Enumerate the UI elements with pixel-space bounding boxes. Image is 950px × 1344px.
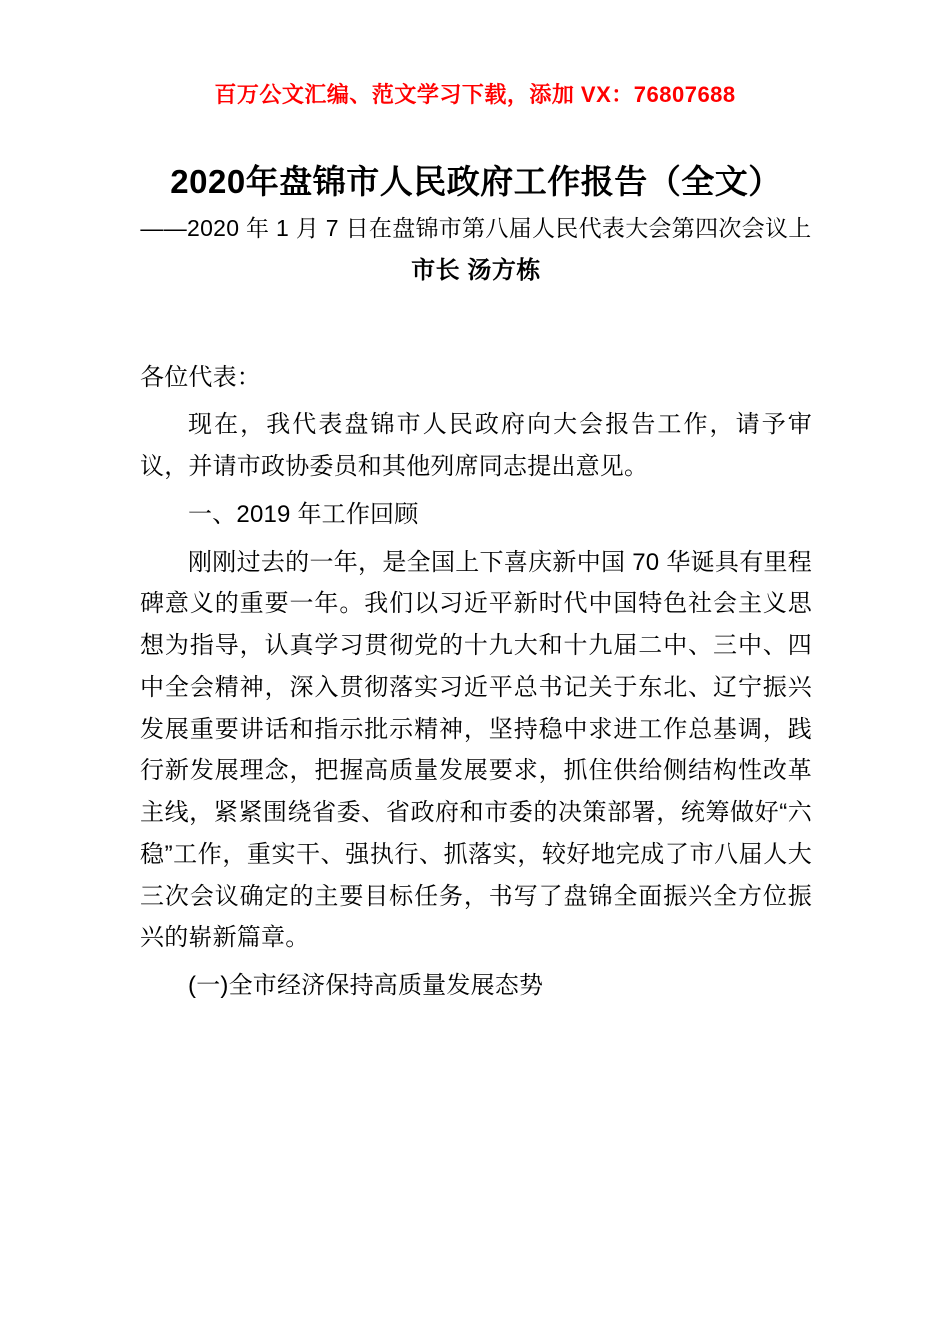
document-body: [140, 357, 812, 1007]
paragraph-salutation: 各位代表：: [140, 363, 261, 391]
document-title: 2020年盘锦市人民政府工作报告（全文）: [170, 163, 782, 200]
paragraph-section-heading-1: 一、2019 年工作回顾: [188, 500, 419, 528]
document-speaker: 市长 汤方栋: [411, 257, 541, 285]
paragraph-subsection-1: (一)全市经济保持高质量发展态势: [188, 972, 544, 1000]
document-subtitle: ——2020 年 1 月 7 日在盘锦市第八届人民代表大会第四次会议上: [140, 214, 812, 241]
document-content: [140, 160, 812, 1013]
promo-banner: 百万公文汇编、范文学习下载，添加 VX：76807688: [214, 82, 736, 107]
paragraph-opening: 现在，我代表盘锦市人民政府向大会报告工作，请予审议，并请市政协委员和其他列席同志提出意见。: [140, 411, 812, 481]
paragraph-review-body: 刚刚过去的一年，是全国上下喜庆新中国 70 华诞具有里程碑意义的重要一年。我们以习近平新时代中国特色社会主义思想为指导，认真学习贯彻党的十九大和十九届二中、三中、四中全会精神，深入贯彻落实习近平总书记关于东北、辽宁振兴发展重要讲话和指示批示精神，坚持稳中求进工作总基调，践行新发展理念，把握高质量发展要求，抓住供给侧结构性改革主线，紧紧围绕省委、省政府和市委的决策部署，统筹做好“六稳”工作，重实干、强执行、抓落实，较好地完成了市八届人大三次会议确定的主要目标任务，书写了盘锦全面振兴全方位振兴的崭新篇章。: [140, 548, 812, 952]
